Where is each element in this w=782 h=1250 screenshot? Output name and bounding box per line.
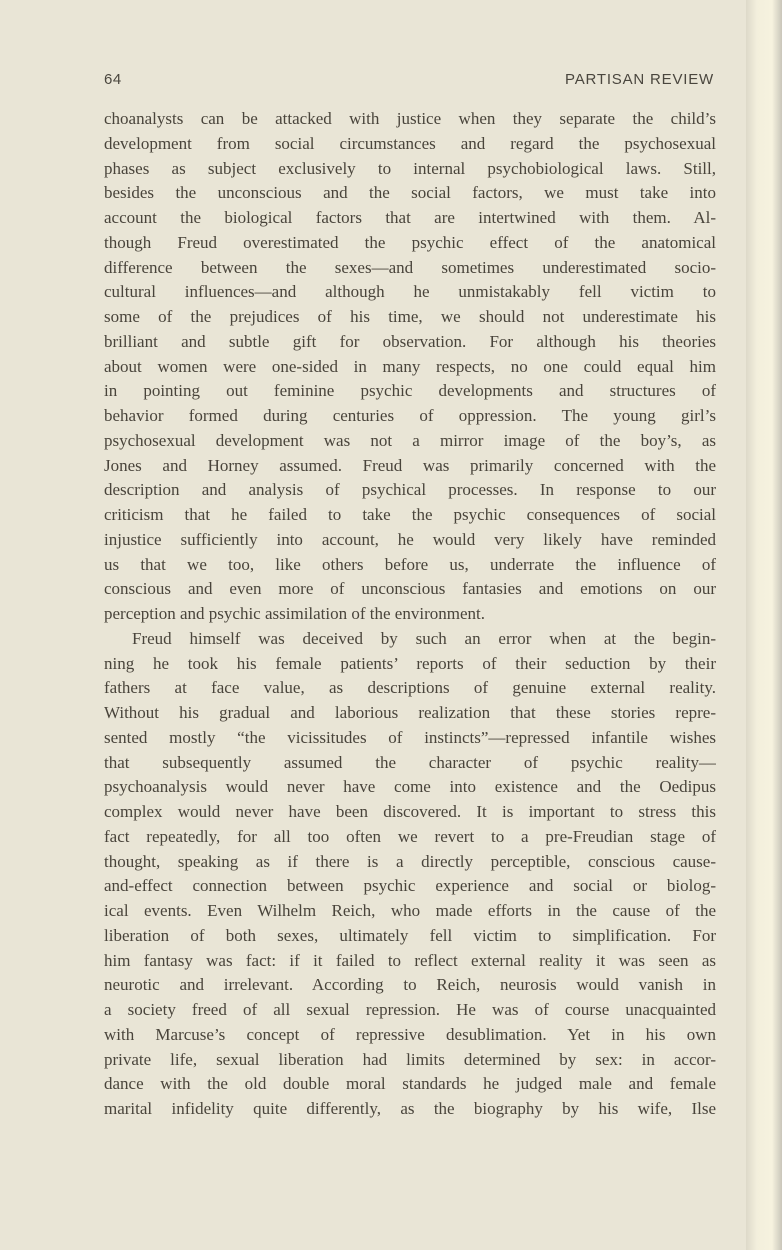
- text-line: ical events. Even Wilhelm Reich, who made efforts in the cause of the: [104, 901, 716, 920]
- text-line: a society freed of all sexual repression. He was of course unacquainted: [104, 1000, 716, 1019]
- text-line: Freud himself was deceived by such an error when at the begin-: [132, 628, 716, 648]
- text-line: choanalysts can be attacked with justice when they separate the child’s: [104, 109, 716, 128]
- text-line: conscious and even more of unconscious fantasies and emotions on our: [104, 579, 716, 599]
- text-line: description and analysis of psychical processes. In response to our: [104, 480, 716, 500]
- paragraph: [104, 627, 716, 1122]
- text-line: sented mostly “the vicissitudes of instincts”—repressed infantile wishes: [104, 727, 716, 747]
- text-line: some of the prejudices of his time, we should not underestimate his: [104, 307, 716, 326]
- text-line: marital infidelity quite differently, as the biography by his wife, Ilse: [104, 1099, 716, 1118]
- text-line: and-effect connection between psychic experience and social or biolog-: [104, 876, 716, 896]
- text-line: neurotic and irrelevant. According to Reich, neurosis would vanish in: [104, 975, 716, 995]
- text-line: that subsequently assumed the character of psychic reality—: [104, 752, 716, 772]
- paragraph: [104, 107, 716, 627]
- text-line: us that we too, like others before us, underrate the influence of: [104, 554, 716, 574]
- text-line: cultural influences—and although he unmistakably fell victim to: [104, 282, 716, 302]
- text-line: liberation of both sexes, ultimately fell victim to simplification. For: [104, 925, 716, 945]
- text-line: development from social circumstances and regard the psychosexual: [104, 133, 716, 153]
- text-line: fact repeatedly, for all too often we revert to a pre-Freudian stage of: [104, 826, 716, 846]
- text-line: brilliant and subtle gift for observation. For although his theories: [104, 331, 716, 351]
- text-line: injustice sufficiently into account, he would very likely have reminded: [104, 529, 716, 549]
- text-line: with Marcuse’s concept of repressive desublimation. Yet in his own: [104, 1024, 716, 1044]
- text-line: difference between the sexes—and sometimes underestimated socio-: [104, 257, 716, 277]
- text-line: Jones and Horney assumed. Freud was primarily concerned with the: [104, 455, 716, 475]
- text-line: criticism that he failed to take the psychic consequences of social: [104, 505, 716, 524]
- text-line: thought, speaking as if there is a directly perceptible, conscious cause-: [104, 851, 716, 871]
- text-line: perception and psychic assimilation of the environment.: [104, 604, 485, 623]
- text-line: though Freud overestimated the psychic effect of the anatomical: [104, 232, 716, 252]
- text-line: behavior formed during centuries of oppression. The young girl’s: [104, 406, 716, 425]
- page-number: 64: [104, 71, 122, 88]
- text-line: in pointing out feminine psychic developments and structures of: [104, 381, 716, 401]
- page-body-text: [104, 107, 716, 1122]
- running-head: [104, 71, 714, 88]
- page-edge-shadow: [746, 0, 782, 1250]
- journal-title: PARTISAN REVIEW: [565, 71, 714, 88]
- text-line: dance with the old double moral standards he judged male and female: [104, 1074, 716, 1094]
- text-line: besides the unconscious and the social factors, we must take into: [104, 183, 716, 203]
- text-line: fathers at face value, as descriptions of genuine external reality.: [104, 678, 716, 698]
- text-line: psychosexual development was not a mirror image of the boy’s, as: [104, 430, 716, 450]
- text-line: phases as subject exclusively to internal psychobiological laws. Still,: [104, 158, 716, 178]
- text-line: Without his gradual and laborious realization that these stories repre-: [104, 703, 716, 722]
- text-line: private life, sexual liberation had limits determined by sex: in accor-: [104, 1049, 716, 1069]
- text-line: ning he took his female patients’ reports of their seduction by their: [104, 653, 716, 673]
- text-line: him fantasy was fact: if it failed to reflect external reality it was seen as: [104, 950, 716, 970]
- text-line: account the biological factors that are intertwined with them. Al-: [104, 208, 716, 227]
- text-line: about women were one-sided in many respects, no one could equal him: [104, 356, 716, 376]
- text-line: psychoanalysis would never have come into existence and the Oedipus: [104, 777, 716, 797]
- text-line: complex would never have been discovered. It is important to stress this: [104, 802, 716, 821]
